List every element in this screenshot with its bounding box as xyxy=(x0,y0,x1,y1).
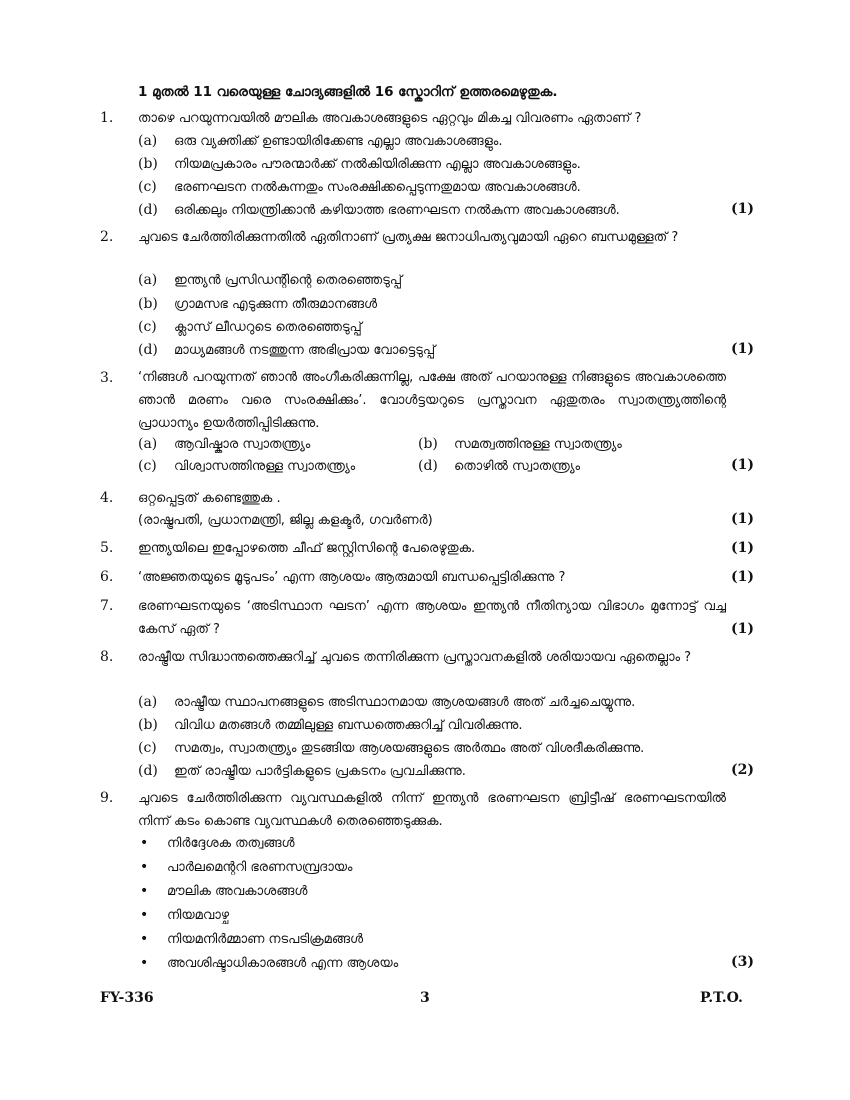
question-number: 2. xyxy=(100,229,114,245)
question-text: ഇന്ത്യയിലെ ഇപ്പോഴത്തെ ചീഫ് ജസ്റ്റിസിന്റെ പേരെഴുതുക. xyxy=(138,541,476,556)
option-b: (b) നിയമപ്രകാരം പൗരന്മാർക്ക് നൽകിയിരിക്കുന്ന എല്ലാ അവകാശങ്ങളും. xyxy=(138,156,581,172)
instruction: 1 മുതൽ 11 വരെയുള്ള ചോദ്യങ്ങളിൽ 16 സ്കോറിന് ഉത്തരമെഴുതുക. xyxy=(138,84,558,100)
question-number: 7. xyxy=(100,598,114,614)
bullet-item: • അവശിഷ്ടാധികാരങ്ങൾ എന്ന ആശയം xyxy=(140,955,399,971)
question-number: 4. xyxy=(100,490,114,506)
mark: (1) xyxy=(731,341,754,357)
mark: (3) xyxy=(731,954,754,970)
option-c: (c) ക്ലാസ് ലീഡറുടെ തെരഞ്ഞെടുപ്പ് xyxy=(138,319,362,335)
question-number: 1. xyxy=(100,110,114,126)
footer-code: FY-336 xyxy=(100,990,154,1006)
option-d: (d) ഒരിക്കലും നിയന്ത്രിക്കാൻ കഴിയാത്ത ഭരണഘടന നൽകുന്ന അവകാശങ്ങൾ. xyxy=(138,202,620,218)
question-text: ചുവടെ ചേർത്തിരിക്കുന്ന വ്യവസ്ഥകളിൽ നിന്ന് ഇന്ത്യൻ ഭരണഘടന ബ്രിട്ടീഷ് ഭരണഘടനയിൽ നിന്ന് കടം കൊണ്ട വ്യവസ്ഥകൾ തെരഞ്ഞെടുക്കുക. xyxy=(138,791,726,829)
question-text: ‘അജ്ഞതയുടെ മൂടുപടം’ എന്ന ആശയം ആരുമായി ബന്ധപ്പെട്ടിരിക്കുന്നു ? xyxy=(138,570,566,585)
footer-page-number: 3 xyxy=(420,990,430,1006)
option-c: (c) ഭരണഘടന നൽകുന്നതും സംരക്ഷിക്കപ്പെടുന്നതുമായ അവകാശങ്ങൾ. xyxy=(138,179,581,195)
question-text: താഴെ പറയുന്നവയിൽ മൗലിക അവകാശങ്ങളുടെ ഏറ്റവും മികച്ച വിവരണം ഏതാണ് ? xyxy=(138,111,642,126)
question-text: ‘നിങ്ങൾ പറയുന്നത് ഞാൻ അംഗീകരിക്കുന്നില്ല, പക്ഷേ അത് പറയാനുള്ള നിങ്ങളുടെ അവകാശത്തെ ഞാൻ മരണം വരെ സംരക്ഷിക്കും’. വോൾട്ടയറുടെ പ്രസ്താവന ഏതുതരം സ്വാതന്ത്ര്യത്തിന്റെ പ്രാധാന്യം ഉയർത്തിപ്പിടിക്കുന്നു. xyxy=(138,370,726,431)
option-a: (a) ഇന്ത്യൻ പ്രസിഡന്റിന്റെ തെരഞ്ഞെടുപ്പ് xyxy=(138,272,403,288)
question-text: ഭരണഘടനയുടെ ‘അടിസ്ഥാന ഘടന’ എന്ന ആശയം ഇന്ത്യൻ നീതിന്യായ വിഭാഗം മുന്നോട്ട് വച്ച കേസ് ഏത് ? xyxy=(138,599,726,637)
option-a: (a) രാഷ്ട്രീയ സ്ഥാപനങ്ങളുടെ അടിസ്ഥാനമായ ആശയങ്ങൾ അത് ചർച്ചചെയ്യുന്നു. xyxy=(138,694,636,710)
mark: (1) xyxy=(731,201,754,217)
footer-pto: P.T.O. xyxy=(700,990,743,1006)
option-a: (a) ഒരു വ്യക്തിക്ക് ഉണ്ടായിരിക്കേണ്ട എല്ലാ അവകാശങ്ങളും. xyxy=(138,133,503,149)
question-text: ഒറ്റപ്പെട്ടത് കണ്ടെത്തുക . xyxy=(138,491,281,506)
bullet-item: • മൗലിക അവകാശങ്ങൾ xyxy=(140,883,308,899)
option-b: (b) വിവിധ മതങ്ങൾ തമ്മിലുള്ള ബന്ധത്തെക്കുറിച്ച് വിവരിക്കുന്നു. xyxy=(138,717,523,733)
question-number: 8. xyxy=(100,649,114,665)
bullet-item: • നിയമനിർമ്മാണ നടപടിക്രമങ്ങൾ xyxy=(140,931,364,947)
question-number: 5. xyxy=(100,540,114,556)
option-d: (d) ഇത് രാഷ്ട്രീയ പാർട്ടികളുടെ പ്രകടനം പ്രവചിക്കുന്നു. xyxy=(138,763,466,779)
option-d: (d) തൊഴിൽ സ്വാതന്ത്ര്യം xyxy=(418,458,581,474)
question-subtext: (രാഷ്ട്രപതി, പ്രധാനമന്ത്രി, ജില്ല കളക്ടർ, ഗവർണർ) xyxy=(138,513,433,528)
question-text: രാഷ്ട്രീയ സിദ്ധാന്തത്തെക്കുറിച്ച് ചുവടെ തന്നിരിക്കുന്ന പ്രസ്താവനകളിൽ ശരിയായവ ഏതെല്ലാം ? xyxy=(138,650,692,665)
mark: (1) xyxy=(731,457,754,473)
mark: (1) xyxy=(731,511,754,527)
question-number: 3. xyxy=(100,370,114,386)
option-b: (b) സമത്വത്തിനുള്ള സ്വാതന്ത്ര്യം xyxy=(418,436,622,452)
option-a: (a) ആവിഷ്കാര സ്വാതന്ത്ര്യം xyxy=(138,436,311,452)
option-c: (c) സമത്വം, സ്വാതന്ത്ര്യം തുടങ്ങിയ ആശയങ്ങളുടെ അർത്ഥം അത് വിശദീകരിക്കുന്നു. xyxy=(138,740,645,756)
option-d: (d) മാധ്യമങ്ങൾ നടത്തുന്ന അഭിപ്രായ വോട്ടെടുപ്പ് xyxy=(138,342,436,358)
question-text: ചുവടെ ചേർത്തിരിക്കുന്നതിൽ ഏതിനാണ് പ്രത്യക്ഷ ജനാധിപത്യവുമായി ഏറെ ബന്ധമുള്ളത് ? xyxy=(138,230,679,245)
mark: (2) xyxy=(731,762,754,778)
bullet-item: • നിർദ്ദേശക തത്വങ്ങൾ xyxy=(140,835,295,851)
question-number: 9. xyxy=(100,790,114,806)
option-c: (c) വിശ്വാസത്തിനുള്ള സ്വാതന്ത്ര്യം xyxy=(138,458,356,474)
mark: (1) xyxy=(731,621,754,637)
mark: (1) xyxy=(731,569,754,585)
bullet-item: • നിയമവാഴ്ച xyxy=(140,907,230,923)
mark: (1) xyxy=(731,540,754,556)
bullet-item: • പാർലമെന്ററി ഭരണസമ്പ്രദായം xyxy=(140,859,353,875)
option-b: (b) ഗ്രാമസഭ എടുക്കുന്ന തീരുമാനങ്ങൾ xyxy=(138,296,378,312)
question-number: 6. xyxy=(100,569,114,585)
